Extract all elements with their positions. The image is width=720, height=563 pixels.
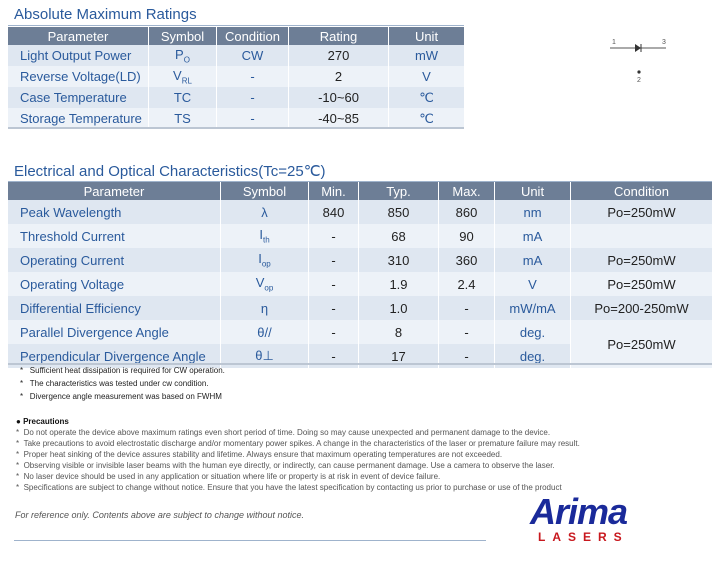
typ-cell: 850: [358, 200, 438, 224]
typ-cell: 17: [358, 344, 438, 368]
col-header-parameter: Parameter: [8, 182, 220, 200]
table-row: [8, 320, 712, 344]
unit-cell: mA: [494, 248, 570, 272]
unit-cell: mA: [494, 224, 570, 248]
unit-cell: ℃: [388, 108, 464, 129]
table-row: [8, 45, 464, 66]
typ-cell: 68: [358, 224, 438, 248]
typ-cell: 1.9: [358, 272, 438, 296]
unit-cell: ℃: [388, 87, 464, 108]
table-row: [8, 200, 712, 224]
param-cell: Parallel Divergence Angle: [8, 320, 220, 344]
symbol-cell: θ//: [220, 320, 308, 344]
abs-max-title: Absolute Maximum Ratings: [14, 6, 197, 23]
table-row: [8, 87, 464, 108]
unit-cell: V: [494, 272, 570, 296]
note-line: * Sufficient heat dissipation is required for CW operation.: [20, 366, 225, 375]
symbol-cell: $V_{RL}$: [148, 66, 216, 87]
unit-cell: mW: [388, 45, 464, 66]
symbol-cell: $V_{op}$: [220, 272, 308, 296]
precaution-item: * Proper heat sinking of the device assures stability and lifetime. Always ensure that maximum operating temperatures are not exceeded.: [16, 450, 503, 459]
condition-cell: -: [216, 66, 288, 87]
rating-cell: -40~85: [288, 108, 388, 129]
table-row: [8, 224, 712, 248]
electrical-table-bottom-rule: [8, 363, 712, 365]
unit-cell: nm: [494, 200, 570, 224]
min-cell: -: [308, 224, 358, 248]
param-cell: Light Output Power: [8, 45, 148, 66]
condition-cell: [570, 224, 712, 248]
param-cell: Perpendicular Divergence Angle: [8, 344, 220, 368]
symbol-cell: $P_O$: [148, 45, 216, 66]
diode-symbol-icon: [635, 44, 641, 52]
table-row: [8, 272, 712, 296]
table-row: [8, 66, 464, 87]
abs-max-table-bottom-rule: [8, 127, 464, 129]
abs-max-header-row: [8, 27, 464, 45]
max-cell: -: [438, 320, 494, 344]
pin-3-label: 3: [662, 39, 666, 46]
symbol-cell: $I_{op}$: [220, 248, 308, 272]
condition-cell: -: [216, 108, 288, 129]
condition-cell: Po=250mW: [570, 248, 712, 272]
condition-cell: Po=250mW: [570, 320, 712, 368]
table-row: [8, 108, 464, 129]
note-line: * The characteristics was tested under cw condition.: [20, 379, 209, 388]
col-header-min: Min.: [308, 182, 358, 200]
symbol-cell: TS: [148, 108, 216, 129]
min-cell: -: [308, 272, 358, 296]
symbol-cell: θ⊥: [220, 344, 308, 368]
symbol-cell: λ: [220, 200, 308, 224]
max-cell: -: [438, 296, 494, 320]
symbol-cell: η: [220, 296, 308, 320]
param-cell: Case Temperature: [8, 87, 148, 108]
col-header-condition: Condition: [216, 27, 288, 45]
condition-cell: -: [216, 87, 288, 108]
electrical-header-row: [8, 182, 712, 200]
condition-cell: CW: [216, 45, 288, 66]
unit-cell: mW/mA: [494, 296, 570, 320]
electrical-title: Electrical and Optical Characteristics(Tc=25℃): [14, 163, 326, 180]
note-line: * Divergence angle measurement was based on FWHM: [20, 392, 222, 401]
min-cell: -: [308, 320, 358, 344]
unit-cell: deg.: [494, 344, 570, 368]
min-cell: 840: [308, 200, 358, 224]
param-cell: Operating Voltage: [8, 272, 220, 296]
max-cell: 90: [438, 224, 494, 248]
col-header-rating: Rating: [288, 27, 388, 45]
table-row: [8, 296, 712, 320]
max-cell: 860: [438, 200, 494, 224]
col-header-unit: Unit: [388, 27, 464, 45]
rating-cell: 270: [288, 45, 388, 66]
min-cell: -: [308, 344, 358, 368]
min-cell: -: [308, 248, 358, 272]
precaution-item: * Do not operate the device above maximum ratings even short period of time. Doing so may cause unexpected and permanent damage to the device.: [16, 428, 551, 437]
arima-lasers-logo: [530, 491, 656, 546]
condition-cell: Po=250mW: [570, 200, 712, 224]
laser-diode-pin-diagram: [606, 34, 672, 86]
param-cell: Operating Current: [8, 248, 220, 272]
precautions-list: [16, 428, 580, 494]
typ-cell: 310: [358, 248, 438, 272]
col-header-symbol: Symbol: [220, 182, 308, 200]
rating-cell: -10~60: [288, 87, 388, 108]
precaution-item: * Observing visible or invisible laser beams with the human eye directly, or indirectly, can cause permanent damage. Use a camera to observe the laser.: [16, 461, 555, 470]
max-cell: 360: [438, 248, 494, 272]
rating-cell: 2: [288, 66, 388, 87]
param-cell: Peak Wavelength: [8, 200, 220, 224]
typ-cell: 1.0: [358, 296, 438, 320]
max-cell: -: [438, 344, 494, 368]
col-header-symbol: Symbol: [148, 27, 216, 45]
pin-2-label: 2: [637, 77, 641, 84]
footer-disclaimer: For reference only. Contents above are subject to change without notice.: [15, 510, 305, 520]
notes-list: [20, 366, 225, 405]
param-cell: Storage Temperature: [8, 108, 148, 129]
typ-cell: 8: [358, 320, 438, 344]
precaution-item: * No laser device should be used in any application or situation where life or property is at risk in event of device failure.: [16, 472, 441, 481]
param-cell: Differential Efficiency: [8, 296, 220, 320]
symbol-cell: $I_{th}$: [220, 224, 308, 248]
col-header-condition: Condition: [570, 182, 712, 200]
min-cell: -: [308, 296, 358, 320]
pin-1-label: 1: [612, 39, 616, 46]
electrical-table: [8, 182, 712, 368]
param-cell: Threshold Current: [8, 224, 220, 248]
col-header-max: Max.: [438, 182, 494, 200]
abs-max-table: [8, 27, 464, 129]
unit-cell: deg.: [494, 320, 570, 344]
pin-2-dot: [637, 70, 640, 73]
symbol-cell: TC: [148, 87, 216, 108]
precaution-item: * Take precautions to avoid electrostatic discharge and/or momentary power spikes. A change in the characteristics of the laser or premature failure may result.: [16, 439, 580, 448]
col-header-typ: Typ.: [358, 182, 438, 200]
condition-cell: Po=200-250mW: [570, 296, 712, 320]
abs-max-title-rule: [8, 25, 464, 26]
col-header-unit: Unit: [494, 182, 570, 200]
precautions-title: ● Precautions: [16, 417, 69, 426]
unit-cell: V: [388, 66, 464, 87]
logo-wordmark: Arima: [530, 491, 628, 532]
footer-rule: [14, 540, 486, 541]
bullet-icon: ●: [16, 417, 21, 426]
col-header-parameter: Parameter: [8, 27, 148, 45]
logo-subtitle: LASERS: [538, 530, 629, 544]
precaution-item: * Specifications are subject to change without notice. Ensure that you have the latest specification by contacting us prior to purchase or use of the product: [16, 483, 562, 492]
table-row: [8, 248, 712, 272]
max-cell: 2.4: [438, 272, 494, 296]
condition-cell: Po=250mW: [570, 272, 712, 296]
param-cell: Reverse Voltage(LD): [8, 66, 148, 87]
